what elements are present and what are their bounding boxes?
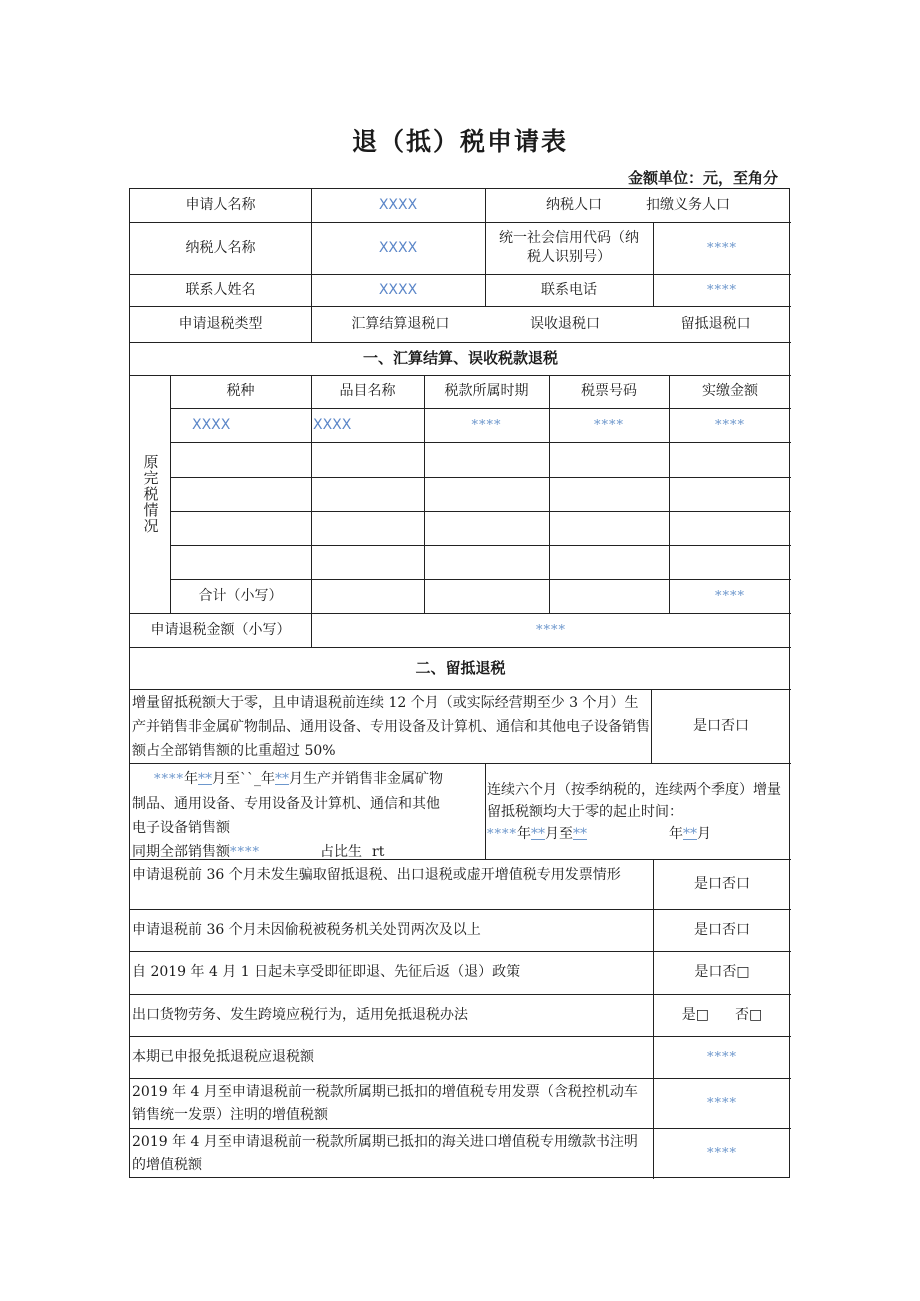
col-header-item-name: 品目名称 (339, 383, 396, 399)
applicant-name-value[interactable]: XXXX (378, 197, 418, 213)
period-start-year[interactable]: **** (154, 772, 184, 787)
q5-answer (653, 994, 791, 1036)
q5-text: 出口货物劳务、发生跨境应税行为，适用免抵退税办法 (132, 1006, 468, 1023)
refund-type-retained-checkbox[interactable]: 留抵退税口 (680, 315, 751, 332)
section1-heading: 一、汇算结算、误收税款退税 (362, 349, 558, 367)
col-header-tax-type: 税种 (226, 383, 255, 399)
form-title: 退（抵）税申请表 (351, 127, 568, 156)
original-tax-side-label: 原完税情况 (141, 454, 160, 534)
q4-answer[interactable]: 是口否□ (694, 964, 750, 980)
q1-answer[interactable]: 是口否口 (693, 717, 749, 734)
cont-year2-label: 年 (669, 826, 683, 842)
continuous-text: 连续六个月（按季纳税的，连续两个季度）增量留抵税额均大于零的起止时间： (487, 782, 781, 820)
period-ratio[interactable]: 生 (348, 844, 362, 859)
q5-no-checkbox[interactable]: 否□ (735, 1006, 763, 1023)
table-cell-paid-amount[interactable]: **** (715, 417, 745, 433)
cont-end-month[interactable]: ** (683, 826, 697, 842)
credit-code-label: 统一社会信用代码（纳税人识别号） (499, 230, 639, 265)
total-value[interactable]: **** (715, 588, 745, 604)
total-label: 合计（小写） (198, 587, 283, 604)
period-tail: rt (372, 844, 385, 859)
refund-type-label: 申请退税类型 (178, 315, 263, 332)
q5-yes-checkbox[interactable]: 是□ (681, 1006, 709, 1023)
section2-heading: 二、留抵退税 (415, 658, 506, 677)
q3-text: 申请退税前 36 个月未因偷税被税务机关处罚两次及以上 (132, 921, 481, 938)
col-header-tax-period: 税款所属时期 (444, 383, 529, 399)
to-label: 月至``_年 (212, 771, 275, 787)
q6-text: 本期已申报免抵退税应退税额 (132, 1048, 314, 1065)
period-text-5: 占比 (320, 844, 348, 859)
taxpayer-name-label: 纳税人名称 (185, 239, 256, 256)
cont-start-month[interactable]: ** (531, 826, 545, 842)
type-withholding-checkbox[interactable]: 扣缴义务人口 (646, 197, 730, 213)
table-cell-tax-type[interactable]: XXXX (192, 416, 231, 433)
table-cell-tax-period[interactable]: **** (471, 417, 502, 433)
period-block (130, 763, 485, 859)
phone-label: 联系电话 (541, 281, 597, 298)
cont-end-mid[interactable]: ** (573, 826, 587, 842)
cont-start-year[interactable]: **** (487, 827, 517, 842)
refund-application-form (129, 188, 790, 1178)
q2-answer[interactable]: 是口否口 (694, 875, 750, 892)
period-total-sales[interactable]: **** (230, 845, 260, 859)
q6-value[interactable]: **** (707, 1049, 737, 1065)
applicant-type-options (485, 189, 791, 222)
year-label: 年 (184, 771, 198, 787)
q8-value[interactable]: **** (707, 1146, 737, 1161)
col-header-ticket-number: 税票号码 (581, 383, 637, 399)
cont-year-label: 年 (517, 826, 531, 842)
q8-text: 2019 年 4 月至申请退税前一税款所属期已抵扣的海关进口增值税专用缴款书注明的增值税额 (132, 1134, 638, 1173)
refund-type-options (311, 306, 791, 342)
q3-answer[interactable]: 是口否口 (694, 921, 750, 938)
apply-amount-value[interactable]: **** (536, 622, 566, 638)
col-header-paid-amount: 实缴金额 (702, 383, 758, 399)
period-end-month[interactable]: ** (275, 771, 289, 787)
type-taxpayer-checkbox[interactable]: 纳税人口 (546, 197, 602, 213)
cont-to-label: 月至 (545, 826, 573, 842)
contact-name-value[interactable]: XXXX (378, 281, 418, 298)
q7-value[interactable]: **** (707, 1095, 737, 1111)
apply-amount-label: 申请退税金额（小写） (150, 621, 291, 638)
q7-text: 2019 年 4 月至申请退税前一税款所属期已抵扣的增值税专用发票（含税控机动车销售统一发票）注明的增值税额 (132, 1084, 638, 1123)
period-text-2: 制品、通用设备、专用设备及计算机、通信和其他 (132, 796, 440, 812)
applicant-name-label: 申请人名称 (185, 197, 256, 213)
period-start-month[interactable]: ** (198, 771, 212, 787)
refund-type-mistaken-checkbox[interactable]: 误收退税口 (529, 315, 600, 332)
table-cell-ticket-number[interactable]: **** (594, 417, 624, 433)
q2-text: 申请退税前 36 个月未发生骗取留抵退税、出口退税或虚开增值税专用发票情形 (132, 867, 621, 883)
period-text-4: 同期全部销售额 (132, 844, 230, 859)
period-text-3: 电子设备销售额 (132, 820, 230, 836)
table-cell-item-name[interactable]: XXXX (313, 416, 352, 433)
period-text-1: 月生产并销售非金属矿物 (289, 771, 443, 787)
amount-unit: 金额单位：元，至角分 (627, 169, 778, 187)
phone-value[interactable]: **** (707, 282, 737, 298)
taxpayer-name-value[interactable]: XXXX (378, 239, 418, 256)
q4-text: 自 2019 年 4 月 1 日起未享受即征即退、先征后返（退）政策 (132, 964, 521, 980)
cont-month-label: 月 (697, 826, 711, 842)
credit-code-value[interactable]: **** (707, 240, 737, 256)
q1-text: 增量留抵税额大于零，且申请退税前连续 12 个月（或实际经营期至少 3 个月）生产并销售非金属矿物制品、通用设备、专用设备及计算机、通信和其他电子设备销售额占全部销售额的比重超过 50% (132, 695, 650, 759)
refund-type-settlement-checkbox[interactable]: 汇算结算退税口 (351, 315, 450, 332)
contact-name-label: 联系人姓名 (185, 281, 256, 298)
continuous-period-block (487, 779, 787, 846)
